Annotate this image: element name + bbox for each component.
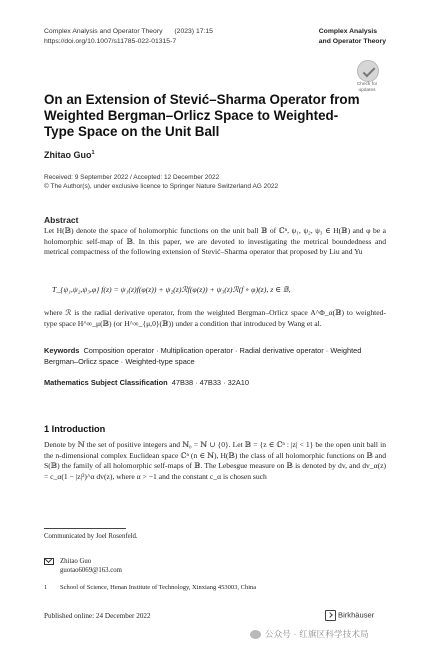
check-icon <box>357 60 379 82</box>
mail-icon <box>44 558 54 566</box>
communicated-by: Communicated by Joel Rosenfeld. <box>44 533 138 540</box>
introduction-text: Denote by ℕ the set of positive integers and ℕ₀ = ℕ ∪ {0}. Let 𝔹 = {z ∈ ℂⁿ : |z| < 1} be the open unit ball in the n-dimensional complex Euclidean space ℂⁿ (n ∈ ℕ), H(𝔹) the class of all holomorphic functions on 𝔹 and S(𝔹) the family of all holomorphic self-maps of 𝔹. The Lebesgue measure on 𝔹 is denoted by dv, and dv_α(z) = c_α(1 − |z|²)^α dv(z), where α > −1 and the constant c_α is chosen such <box>44 440 386 481</box>
running-header <box>44 27 213 47</box>
watermark: 公众号 · 红旗区科学技术局 <box>250 628 369 640</box>
contact-name: Zhitao Guo <box>60 558 92 565</box>
paper-title: On an Extension of Stević–Sharma Operator from Weighted Bergman–Orlicz Space to Weighted-Type Space on the Unit Ball <box>44 92 360 139</box>
publisher: Birkhäuser <box>325 610 374 621</box>
wechat-icon <box>250 630 261 639</box>
citation: (2023) 17:15 <box>174 28 213 35</box>
section-heading: 1 Introduction <box>44 424 106 434</box>
affiliation: 1 School of Science, Henan Institute of Technology, Xinxiang 453003, China <box>44 584 257 591</box>
doi-link[interactable]: https://doi.org/10.1007/s11785-022-01315-7 <box>44 38 177 45</box>
abstract-paragraph: Let H(𝔹) denote the space of holomorphic functions on the unit ball 𝔹 of ℂⁿ, ψ₁, ψ₂, ψ₃ ∈ H(𝔹) and φ be a holomorphic self-map of 𝔹. In this paper, we are devoted to investigating the metrical boundedness and metrical compactness of the following extension of Stević–Sharma operator that proposed by Liu and Yu <box>44 226 386 257</box>
operator-formula: T_{ψ₁,ψ₂,ψ₃,φ} f(z) = ψ₁(z)f(φ(z)) + ψ₂(z)ℛf(φ(z)) + ψ₃(z)ℛ(f ∘ φ)(z), z ∈ 𝔹, <box>52 285 291 294</box>
journal-logo: Complex Analysis and Operator Theory <box>318 28 386 45</box>
contact-email[interactable]: guotao6069@163.com <box>60 567 122 574</box>
contact-info <box>44 557 122 575</box>
author: Zhitao Guo$^1$ <box>44 150 95 160</box>
birkhauser-logo-icon <box>325 610 336 621</box>
journal-name: Complex Analysis and Operator Theory <box>44 28 163 35</box>
abstract-paragraph-2: where ℛ is the radial derivative operator, from the weighted Bergman–Orlicz space A^Φ_α(𝔹) to weighted-type space H^∞_μ(𝔹) (or H^∞_{μ,0}(𝔹)) under a condition that introduced by Wang et al. <box>44 308 386 328</box>
abstract-heading: Abstract <box>44 215 79 225</box>
published-date: Published online: 24 December 2022 <box>44 612 151 620</box>
footnote-rule <box>44 528 126 529</box>
keywords: Keywords Composition operator · Multiplication operator · Radial derivative operator · Weighted Bergman–Orlicz space · Weighted-type space <box>44 346 362 366</box>
history-dates: Received: 9 September 2022 / Accepted: 12 December 2022 © The Author(s), under exclusive licence to Springer Nature Switzerland AG 2022 <box>44 174 279 190</box>
check-for-updates-button[interactable]: Check for updates <box>350 60 384 98</box>
msc-classification: Mathematics Subject Classification 47B38 · 47B33 · 32A10 <box>44 378 249 387</box>
